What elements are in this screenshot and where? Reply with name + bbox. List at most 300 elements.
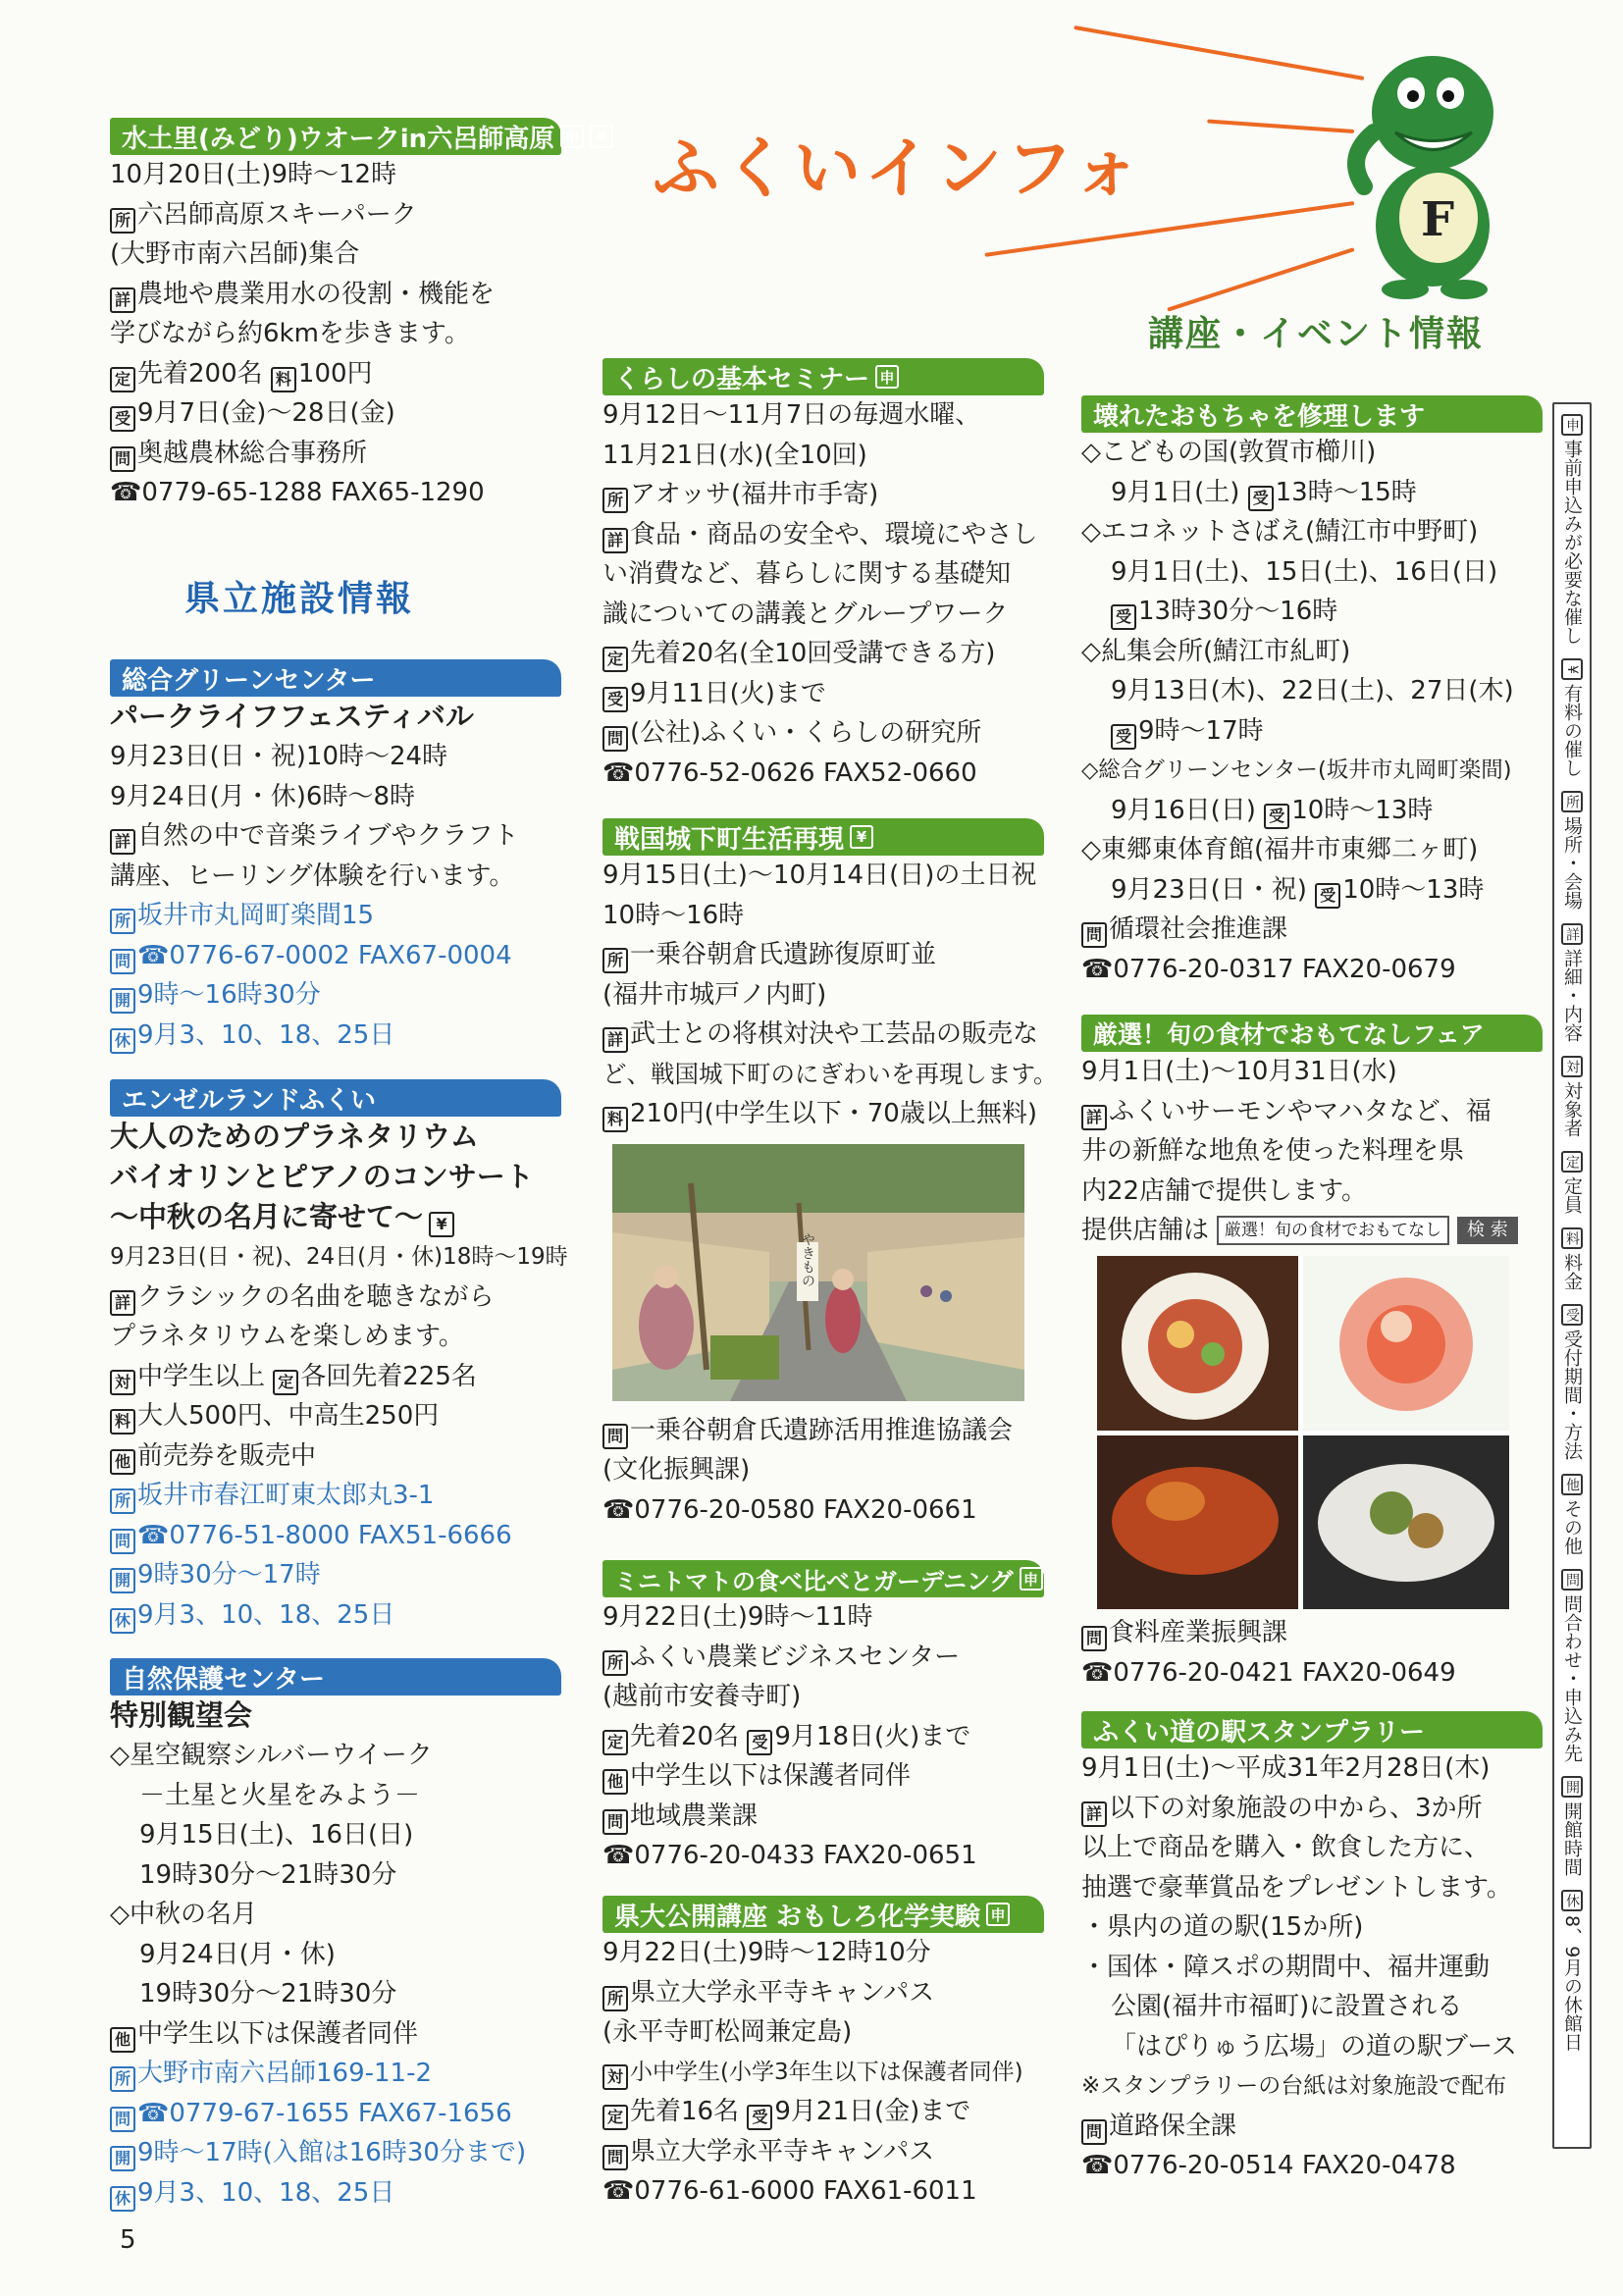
legend-text: 対象者 bbox=[1561, 1081, 1583, 1137]
sengoku-contact bbox=[602, 1411, 1044, 1451]
seminar-contact bbox=[602, 713, 1044, 754]
place-key: 所 bbox=[110, 208, 135, 234]
legend-key: 問 bbox=[1561, 1569, 1583, 1591]
contact-key: 問 bbox=[602, 726, 628, 752]
angel-land-title: エンゼルランドふくい bbox=[122, 1085, 376, 1116]
banner-ray bbox=[1073, 26, 1364, 80]
toys-venue-4-time-text: 10時～13時 bbox=[1291, 795, 1434, 825]
reception-key: 受 bbox=[1315, 883, 1340, 909]
seminar-title: くらしの基本セミナー bbox=[614, 364, 870, 394]
tomato-reception-text: 9月18日(火)まで bbox=[774, 1721, 971, 1751]
tomato-other bbox=[602, 1756, 1044, 1797]
toys-venue-3: ◇糺集会所(鯖江市糺町) bbox=[1081, 636, 1351, 666]
contact-key: 問 bbox=[1081, 1626, 1107, 1651]
place-key: 所 bbox=[110, 1488, 135, 1514]
food-contact bbox=[1081, 1613, 1543, 1653]
sengoku-title: 戦国城下町生活再現 bbox=[614, 824, 845, 855]
tomato-contact-text: 地域農業課 bbox=[630, 1800, 759, 1831]
fee-badge: ¥ bbox=[850, 825, 873, 849]
green-center bbox=[110, 659, 561, 1055]
legend-text: 詳細・内容 bbox=[1561, 949, 1583, 1042]
apply-badge: 申 bbox=[986, 1903, 1010, 1926]
closed-key: 休 bbox=[110, 2186, 135, 2212]
chem-reception-text: 9月21日(金)まで bbox=[774, 2097, 971, 2126]
legend-text: 問合わせ・申込み先 bbox=[1561, 1594, 1583, 1762]
angel-land-detail bbox=[110, 1278, 561, 1318]
toys-title-bar bbox=[1081, 395, 1543, 433]
green-center-place-text: 坂井市丸岡町楽間15 bbox=[137, 901, 375, 930]
nature-hours-text: 9時～17時(入館は16時30分まで) bbox=[137, 2138, 527, 2167]
seminar-detail bbox=[602, 515, 1044, 555]
legend-item bbox=[1554, 414, 1590, 645]
green-center-title-bar bbox=[110, 659, 561, 697]
detail-key: 詳 bbox=[1081, 1105, 1107, 1130]
seminar-date-2: 11月21日(水)(全10回) bbox=[602, 440, 867, 470]
toys-venue-4-date bbox=[1081, 791, 1543, 831]
sengoku-fee-text: 210円(中学生以下・70歳以上無料) bbox=[630, 1099, 1037, 1128]
angel-land-subtitle-3 bbox=[110, 1197, 561, 1237]
angel-land-capacity-text: 各回先着225名 bbox=[300, 1361, 477, 1391]
hours-key: 開 bbox=[110, 1568, 135, 1593]
walk-phone: ☎0779-65-1288 FAX65-1290 bbox=[110, 478, 485, 507]
reception-key: 受 bbox=[1264, 804, 1289, 829]
nature-phone-text: ☎0779-67-1655 FAX67-1656 bbox=[137, 2098, 512, 2128]
contact-key: 問 bbox=[110, 446, 135, 472]
seminar-place bbox=[602, 475, 1044, 515]
legend-item bbox=[1554, 1056, 1590, 1137]
stamp-detail-2: 以上で商品を購入・飲食した方に、 bbox=[1081, 1833, 1491, 1862]
seminar-capacity bbox=[602, 634, 1044, 674]
toys-phone: ☎0776-20-0317 FAX20-0679 bbox=[1081, 954, 1456, 984]
fee-key: 料 bbox=[271, 367, 296, 392]
tomato-capacity bbox=[602, 1717, 1044, 1757]
tomato-title-bar bbox=[602, 1560, 1044, 1597]
capacity-key: 定 bbox=[602, 1730, 628, 1755]
legend-key: 申 bbox=[1561, 414, 1583, 436]
angel-land-subtitle-3-text: ～中秋の名月に寄せて～ bbox=[110, 1200, 424, 1233]
reception-key: 受 bbox=[602, 687, 628, 712]
stamp-contact bbox=[1081, 2107, 1543, 2147]
reception-key: 受 bbox=[1248, 486, 1274, 511]
stamp-event bbox=[1081, 1711, 1543, 2186]
capacity-key: 定 bbox=[602, 2105, 628, 2130]
detail-key: 詳 bbox=[1081, 1801, 1107, 1827]
capacity-key: 定 bbox=[273, 1370, 298, 1395]
walk-event bbox=[110, 118, 607, 513]
seminar-reception bbox=[602, 674, 1044, 714]
food-date: 9月1日(土)～10月31日(水) bbox=[1081, 1057, 1397, 1086]
legend-item bbox=[1554, 1304, 1590, 1460]
toys-venue-1-time-text: 13時～15時 bbox=[1275, 477, 1417, 507]
toys-venue-1: ◇こどもの国(敦賀市櫛川) bbox=[1081, 438, 1377, 467]
walk-detail-2: 学びながら約6kmを歩きます。 bbox=[110, 319, 470, 348]
walk-place bbox=[110, 195, 561, 235]
green-center-closed-text: 9月3、10、18、25日 bbox=[137, 1019, 395, 1050]
legend-item bbox=[1554, 791, 1590, 910]
stamp-title: ふくい道の駅スタンプラリー bbox=[1093, 1717, 1426, 1748]
stamp-item-2-cont: 公園(福井市福町)に設置される bbox=[1111, 1992, 1463, 2021]
nature-center bbox=[110, 1658, 561, 2213]
angel-land-hours bbox=[110, 1555, 561, 1595]
legend-key: 定 bbox=[1561, 1151, 1583, 1173]
sengoku-place-2: (福井市城戸ノ内町) bbox=[602, 979, 827, 1010]
legend-item bbox=[1554, 1890, 1590, 2051]
contact-key: 問 bbox=[1081, 922, 1107, 948]
nature-hours bbox=[110, 2133, 561, 2173]
banner-ray bbox=[1207, 120, 1354, 133]
sengoku-detail bbox=[602, 1015, 1044, 1055]
sengoku-place-text: 一乗谷朝倉氏遺跡復原町並 bbox=[630, 940, 937, 969]
chem-place-text: 県立大学永平寺キャンパス bbox=[630, 1977, 935, 2008]
legend-key: 開 bbox=[1561, 1776, 1583, 1798]
stamp-title-bar bbox=[1081, 1711, 1543, 1748]
angel-land-target bbox=[110, 1357, 561, 1397]
food-detail-text: ふくいサーモンやマハタなど、福 bbox=[1109, 1096, 1492, 1126]
stamp-note: ※スタンプラリーの台紙は対象施設で配布 bbox=[1081, 2073, 1507, 2099]
legend-text: 8、9月の休館日 bbox=[1561, 1915, 1583, 2052]
stamp-contact-text: 道路保全課 bbox=[1109, 2111, 1237, 2141]
angel-land-other bbox=[110, 1436, 561, 1477]
legend-text: 有料の催し bbox=[1561, 684, 1583, 777]
food-photo bbox=[1097, 1256, 1509, 1609]
tomato-event bbox=[602, 1560, 1044, 1876]
legend-item bbox=[1554, 1569, 1590, 1762]
stamp-item-1: ・県内の道の駅(15か所) bbox=[1081, 1912, 1364, 1942]
green-center-hours-text: 9時～16時30分 bbox=[137, 980, 321, 1010]
legend-key: 他 bbox=[1561, 1474, 1583, 1495]
legend-text: 場所・会場 bbox=[1561, 816, 1583, 910]
fee-key: 料 bbox=[602, 1107, 628, 1132]
toys-venue-5: ◇東郷東体育館(福井市東郷二ヶ町) bbox=[1081, 835, 1479, 864]
walk-fee-text: 100円 bbox=[297, 358, 373, 389]
food-phone: ☎0776-20-0421 FAX20-0649 bbox=[1081, 1657, 1456, 1688]
detail-key: 詳 bbox=[602, 528, 628, 553]
legend-sidebar bbox=[1552, 402, 1592, 2149]
walk-detail bbox=[110, 275, 561, 315]
toys-event bbox=[1081, 395, 1543, 989]
sengoku-contact-2: (文化振興課) bbox=[602, 1455, 751, 1485]
nature-place-text: 大野市南六呂師169-11-2 bbox=[137, 2059, 433, 2088]
angel-land-place-text: 坂井市春江町東太郎丸3-1 bbox=[137, 1481, 435, 1510]
nature-other bbox=[110, 2014, 561, 2055]
legend-item bbox=[1554, 658, 1590, 777]
nature-item-2-time: 19時30分～21時30分 bbox=[139, 1979, 397, 2009]
toys-venue-5-time-text: 10時～13時 bbox=[1342, 874, 1485, 905]
apply-badge: 申 bbox=[1020, 1567, 1043, 1591]
tomato-capacity-text: 先着20名 bbox=[630, 1721, 748, 1751]
walk-place-text: 六呂師高原スキーパーク bbox=[137, 199, 417, 230]
green-center-phone-text: ☎0776-67-0002 FAX67-0004 bbox=[137, 940, 512, 970]
chem-capacity bbox=[602, 2092, 1044, 2132]
chem-phone: ☎0776-61-6000 FAX61-6011 bbox=[602, 2176, 977, 2206]
hours-key: 開 bbox=[110, 988, 135, 1014]
legend-key: ¥ bbox=[1561, 658, 1583, 680]
angel-land-title-bar bbox=[110, 1079, 561, 1117]
chem-date: 9月22日(土)9時～12時10分 bbox=[602, 1938, 931, 1967]
legend-key: 受 bbox=[1561, 1304, 1583, 1326]
apply-badge: 申 bbox=[560, 125, 584, 148]
nature-closed bbox=[110, 2173, 561, 2214]
chem-target bbox=[602, 2053, 1044, 2093]
legend-key: 休 bbox=[1561, 1890, 1583, 1911]
nature-item-2: ◇中秋の名月 bbox=[110, 1900, 257, 1929]
green-center-title: 総合グリーンセンター bbox=[122, 665, 376, 696]
angel-land-detail-2: プラネタリウムを楽しめます。 bbox=[110, 1322, 464, 1351]
capacity-key: 定 bbox=[602, 647, 628, 672]
walk-contact bbox=[110, 434, 561, 474]
nature-closed-text: 9月3、10、18、25日 bbox=[137, 2177, 395, 2208]
green-center-detail bbox=[110, 816, 561, 857]
green-center-detail-text: 自然の中で音楽ライブやクラフト bbox=[137, 821, 519, 851]
contact-key: 問 bbox=[602, 2145, 628, 2170]
chem-contact-text: 県立大学永平寺キャンパス bbox=[630, 2136, 935, 2166]
legend-text: 受付期間・方法 bbox=[1561, 1330, 1583, 1460]
food-detail-3: 内22店舗で提供します。 bbox=[1081, 1175, 1368, 1206]
green-center-phone bbox=[110, 936, 561, 976]
contact-key: 問 bbox=[110, 2107, 135, 2132]
seminar-date: 9月12日～11月7日の毎週水曜、 bbox=[602, 400, 981, 430]
legend-text: 料金 bbox=[1561, 1253, 1583, 1290]
seminar-phone: ☎0776-52-0626 FAX52-0660 bbox=[602, 757, 977, 788]
page-number: 5 bbox=[120, 2225, 136, 2255]
tomato-date: 9月22日(土)9時～11時 bbox=[602, 1602, 873, 1632]
tomato-place-2: (越前市安養寺町) bbox=[602, 1682, 802, 1711]
reception-key: 受 bbox=[747, 1730, 772, 1755]
banner-ray bbox=[1167, 247, 1354, 312]
seminar-title-bar bbox=[602, 358, 1044, 395]
angel-land bbox=[110, 1079, 568, 1635]
detail-key: 詳 bbox=[110, 1290, 135, 1316]
toys-venue-5-date-text: 9月23日(日・祝) bbox=[1111, 874, 1316, 905]
sengoku-phone: ☎0776-20-0580 FAX20-0661 bbox=[602, 1494, 977, 1525]
walk-place-detail: (大野市南六呂師)集合 bbox=[110, 239, 360, 269]
food-event bbox=[1081, 1015, 1543, 1693]
hours-key: 開 bbox=[110, 2146, 135, 2171]
tomato-other-text: 中学生以下は保護者同伴 bbox=[630, 1761, 912, 1791]
nature-item-1-time: 19時30分～21時30分 bbox=[139, 1859, 397, 1890]
legend-item bbox=[1554, 1151, 1590, 1214]
chem-target-text: 小中学生(小学3年生以下は保護者同伴) bbox=[630, 2059, 1023, 2085]
reception-key: 受 bbox=[747, 2105, 772, 2130]
toys-venue-3-date: 9月13日(木)、22日(土)、27日(木) bbox=[1111, 676, 1514, 705]
walk-title-bar bbox=[110, 118, 607, 155]
stamp-date: 9月1日(土)～平成31年2月28日(木) bbox=[1081, 1753, 1491, 1783]
legend-key: 対 bbox=[1561, 1056, 1583, 1077]
chem-event bbox=[602, 1896, 1044, 2212]
sengoku-title-bar bbox=[602, 818, 1044, 856]
seminar-contact-text: (公社)ふくい・くらしの研究所 bbox=[630, 718, 982, 748]
angel-land-place bbox=[110, 1476, 561, 1516]
tomato-title: ミニトマトの食べ比べとガーデニング bbox=[614, 1567, 1014, 1595]
sengoku-event bbox=[602, 818, 1058, 1530]
detail-key: 詳 bbox=[110, 287, 135, 313]
walk-capacity bbox=[110, 354, 561, 394]
walk-title: 水土里(みどり)ウオークin六呂師高原 bbox=[122, 124, 555, 154]
target-key: 対 bbox=[110, 1370, 135, 1395]
toys-venue-1-date-text: 9月1日(土) bbox=[1111, 477, 1248, 507]
chem-title-bar bbox=[602, 1896, 1044, 1933]
legend-text: 定員 bbox=[1561, 1176, 1583, 1214]
nature-center-title-bar bbox=[110, 1658, 561, 1696]
food-photos bbox=[1081, 1250, 1543, 1613]
stamp-phone: ☎0776-20-0514 FAX20-0478 bbox=[1081, 2151, 1456, 2180]
facilities-heading: 県立施設情報 bbox=[184, 579, 415, 619]
toys-venue-5-date bbox=[1081, 870, 1543, 911]
contact-key: 問 bbox=[602, 1809, 628, 1835]
angel-land-detail-text: クラシックの名曲を聴きながら bbox=[137, 1281, 495, 1312]
toys-venue-4: ◇総合グリーンセンター(坂井市丸岡町楽間) bbox=[1081, 757, 1512, 783]
angel-land-closed-text: 9月3、10、18、25日 bbox=[137, 1599, 395, 1630]
contact-key: 問 bbox=[110, 1529, 135, 1554]
nature-item-1-date: 9月15日(土)、16日(日) bbox=[139, 1820, 414, 1850]
walk-reception bbox=[110, 393, 561, 434]
angel-land-subtitle-2: バイオリンとピアノのコンサート bbox=[110, 1160, 534, 1193]
legend-item bbox=[1554, 1227, 1590, 1290]
banner-title: ふくいインフォ bbox=[653, 130, 1144, 208]
toys-contact-text: 循環社会推進課 bbox=[1109, 914, 1288, 944]
green-center-subtitle: パークライフフェスティバル bbox=[110, 700, 474, 733]
food-search-label: 提供店舗は bbox=[1081, 1216, 1210, 1245]
apply-badge: 申 bbox=[875, 365, 899, 389]
food-contact-text: 食料産業振興課 bbox=[1109, 1618, 1288, 1647]
nature-center-subtitle: 特別観望会 bbox=[110, 1698, 253, 1732]
green-center-hours bbox=[110, 975, 561, 1016]
angel-land-fee-text: 大人500円、中高生250円 bbox=[137, 1401, 440, 1431]
legend-text: その他 bbox=[1561, 1499, 1583, 1555]
fee-key: 料 bbox=[110, 1409, 135, 1435]
legend-item bbox=[1554, 1776, 1590, 1876]
chem-place-2: (永平寺町松岡兼定島) bbox=[602, 2017, 853, 2047]
place-key: 所 bbox=[602, 948, 628, 973]
closed-key: 休 bbox=[110, 1608, 135, 1634]
sengoku-photo-wrap bbox=[602, 1134, 1044, 1411]
tomato-place-text: ふくい農業ビジネスセンター bbox=[630, 1642, 961, 1672]
shop-sign-text: やきもの bbox=[800, 1231, 815, 1287]
green-center-detail-2: 講座、ヒーリング体験を行います。 bbox=[110, 861, 515, 891]
reception-key: 受 bbox=[1111, 604, 1136, 630]
legend-key: 所 bbox=[1561, 791, 1583, 812]
stamp-detail-3: 抽選で豪華賞品をプレゼントします。 bbox=[1081, 1872, 1512, 1903]
toys-venue-3-time-text: 9時～17時 bbox=[1138, 715, 1264, 746]
toys-venue-1-date bbox=[1081, 473, 1543, 513]
toys-venue-2: ◇エコネットさばえ(鯖江市中野町) bbox=[1081, 517, 1479, 547]
svg-text:F: F bbox=[1421, 192, 1455, 247]
food-title-bar bbox=[1081, 1015, 1543, 1052]
toys-venue-2-time-text: 13時30分～16時 bbox=[1138, 597, 1338, 626]
mascot-turtle-icon bbox=[1335, 39, 1531, 304]
target-key: 対 bbox=[602, 2064, 628, 2090]
reception-key: 受 bbox=[110, 406, 135, 432]
angel-land-fee bbox=[110, 1396, 561, 1436]
place-key: 所 bbox=[110, 2066, 135, 2092]
walk-reception-text: 9月7日(金)～28日(金) bbox=[137, 398, 395, 428]
nature-place bbox=[110, 2054, 561, 2094]
events-heading: 講座・イベント情報 bbox=[1148, 314, 1485, 354]
toys-venue-2-time bbox=[1081, 592, 1543, 632]
seminar-detail-2: い消費など、暮らしに関する基礎知 bbox=[602, 559, 1012, 589]
stamp-item-2-cont-2: 「はぴりゅう広場」の道の駅ブース bbox=[1111, 2031, 1517, 2061]
seminar-event bbox=[602, 358, 1044, 793]
place-key: 所 bbox=[602, 1650, 628, 1676]
legend-key: 料 bbox=[1561, 1227, 1583, 1249]
walk-capacity-text: 先着200名 bbox=[137, 358, 271, 389]
angel-land-phone bbox=[110, 1516, 561, 1556]
nature-other-text: 中学生以下は保護者同伴 bbox=[137, 2018, 419, 2049]
place-key: 所 bbox=[602, 488, 628, 513]
nature-item-2-date: 9月24日(月・休) bbox=[139, 1939, 336, 1969]
seminar-capacity-text: 先着20名(全10回受講できる方) bbox=[630, 639, 996, 668]
angel-land-closed bbox=[110, 1595, 561, 1636]
other-key: 他 bbox=[110, 1449, 135, 1475]
other-key: 他 bbox=[110, 2027, 135, 2053]
closed-key: 休 bbox=[110, 1028, 135, 1054]
food-detail bbox=[1081, 1092, 1543, 1132]
legend-list bbox=[1554, 404, 1590, 2051]
fee-badge: ¥ bbox=[590, 125, 613, 148]
angel-land-phone-text: ☎0776-51-8000 FAX51-6666 bbox=[137, 1520, 512, 1550]
fee-badge: ¥ bbox=[429, 1212, 454, 1237]
seminar-reception-text: 9月11日(火)まで bbox=[630, 678, 826, 708]
tomato-contact bbox=[602, 1797, 1044, 1837]
contact-key: 問 bbox=[1081, 2119, 1107, 2145]
search-button[interactable]: 検 索 bbox=[1457, 1217, 1518, 1244]
angel-land-other-text: 前売券を販売中 bbox=[137, 1440, 317, 1471]
legend-item bbox=[1554, 1474, 1590, 1555]
green-center-date-1: 9月23日(日・祝)10時～24時 bbox=[110, 742, 448, 771]
nature-phone bbox=[110, 2094, 561, 2134]
toys-contact bbox=[1081, 910, 1543, 950]
green-center-place bbox=[110, 896, 561, 936]
capacity-key: 定 bbox=[110, 367, 135, 392]
search-input[interactable]: 厳選！旬の食材でおもてなし bbox=[1217, 1216, 1449, 1245]
chem-place bbox=[602, 1973, 1044, 2013]
chem-capacity-text: 先着16名 bbox=[630, 2097, 748, 2126]
food-search-line bbox=[1081, 1211, 1543, 1250]
nature-item-1-sub: －土星と火星をみよう－ bbox=[139, 1780, 421, 1810]
toys-venue-3-time bbox=[1081, 711, 1543, 752]
detail-key: 詳 bbox=[602, 1027, 628, 1053]
seminar-place-text: アオッサ(福井市手寄) bbox=[630, 480, 879, 509]
legend-item bbox=[1554, 923, 1590, 1042]
walk-contact-text: 奥越農林総合事務所 bbox=[137, 438, 368, 468]
seminar-detail-3: 識についての講義とグループワーク bbox=[602, 599, 1009, 629]
green-center-date-2: 9月24日(月・休)6時～8時 bbox=[110, 781, 415, 811]
toys-venue-4-date-text: 9月16日(日) bbox=[1111, 795, 1265, 825]
sengoku-fee bbox=[602, 1094, 1044, 1134]
sengoku-date: 9月15日(土)～10月14日(日)の土日祝 bbox=[602, 861, 1037, 890]
stamp-detail bbox=[1081, 1789, 1543, 1829]
food-title: 厳選！旬の食材でおもてなしフェア bbox=[1093, 1020, 1485, 1049]
sengoku-detail-text: 武士との将棋対決や工芸品の販売な bbox=[630, 1019, 1039, 1049]
green-center-closed bbox=[110, 1016, 561, 1056]
angel-land-target-text: 中学生以上 bbox=[137, 1361, 274, 1391]
legend-key: 詳 bbox=[1561, 923, 1583, 945]
chem-contact bbox=[602, 2132, 1044, 2172]
walk-detail-text: 農地や農業用水の役割・機能を bbox=[137, 279, 496, 309]
detail-key: 詳 bbox=[110, 829, 135, 855]
sengoku-contact-text: 一乗谷朝倉氏遺跡活用推進協議会 bbox=[630, 1415, 1014, 1445]
toys-venue-2-date: 9月1日(土)、15日(土)、16日(日) bbox=[1111, 556, 1498, 587]
sengoku-photo bbox=[612, 1144, 1024, 1401]
chem-title: 県大公開講座 おもしろ化学実験 bbox=[614, 1902, 981, 1932]
seminar-detail-text: 食品・商品の安全や、環境にやさし bbox=[630, 519, 1038, 549]
nature-center-title: 自然保護センター bbox=[122, 1664, 325, 1695]
legend-text: 事前申込みが必要な催し bbox=[1561, 440, 1583, 645]
angel-land-date: 9月23日(日・祝)、24日(月・休)18時～19時 bbox=[110, 1244, 568, 1270]
contact-key: 問 bbox=[602, 1424, 628, 1449]
stamp-detail-text: 以下の対象施設の中から、3か所 bbox=[1109, 1793, 1483, 1823]
walk-date: 10月20日(土)9時～12時 bbox=[110, 160, 397, 189]
